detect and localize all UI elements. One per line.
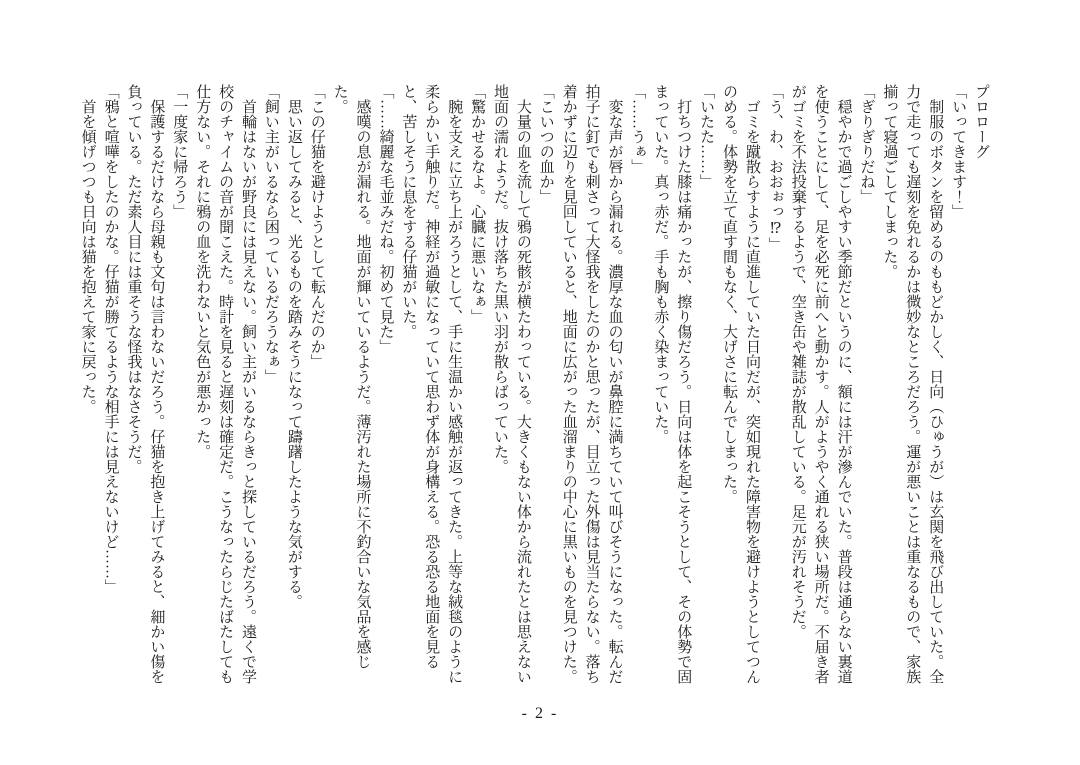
dialogue-line: 「ぎりぎりだね」 [858,84,875,204]
narrative-paragraph: 腕を支えに立ち上がろうとして、手に生温かい感触が返ってきた。上等な絨毯のように柔らかい手触りだ。神経が過敏になっていて思わず体が身構える。恐る恐る地面を見ると、苦しそうに息をする仔猫がいた。 [400,84,463,684]
dialogue-line: 「……綺麗な毛並みだね。初めて見た」 [377,84,394,354]
narrative-paragraph: 首を傾げつつも日向は猫を抱えて家に戻った。 [79,99,96,414]
dialogue-line: 「この仔猫を避けようとして転んだのか」 [308,84,325,369]
narrative-paragraph: 首輪はないが野良には見えない。飼い主がいるならきっと探しているだろう。遠くで学校のチャイムの音が聞こえた。時計を見ると遅刻は確定だ。こうなったらじたばたしても仕方ない。それに鴉の血を洗わないと気色が悪かった。 [194,84,256,684]
dialogue-line: 「こいつの血か」 [537,84,554,204]
narrative-paragraph: ゴミを蹴散らすように直進していた日向だが、突如現れた障害物を避けようとしてつんのめる。体勢を立て直す間もなく、大げさに転んでしまった。 [721,84,760,684]
dialogue-line: 「いたた……」 [698,84,715,189]
narrative-paragraph: 感嘆の息が漏れる。地面が輝いているようだ。薄汚れた場所に不釣合いな気品を感じた。 [331,84,371,669]
dialogue-line: 「鴉と喧嘩をしたのかな。仔猫が勝てるような相手には見えないけど……」 [102,84,119,594]
narrative-paragraph: 打ちつけた膝は痛かったが、擦り傷だろう。日向は体を起こそうとして、その体勢で固まっていた。真っ赤だ。手も胸も赤く染まっていた。 [652,84,692,684]
dialogue-line: 「いってきます！」 [950,84,967,219]
chapter-title: プロローグ [973,84,989,159]
narrative-paragraph: 制服のボタンを留めるのももどかしく、日向（ひゅうが）は玄関を飛び出していた。全力で走っても遅刻を免れるかは微妙なところだろう。運が悪いことは重なるもので、家族揃って寝過ごしてしまった。 [881,84,944,684]
dialogue-line: 「一度家に帰ろう」 [171,84,188,219]
narrative-paragraph: 保護するだけなら母親も文句は言わないだろう。仔猫を抱き上げてみると、細かい傷を負っている。ただ素人目には重そうな怪我はなさそうだ。 [125,84,165,684]
vertical-text-block [76,84,992,697]
page-number: - 2 - [521,705,559,722]
narrative-paragraph: 変な声が唇から漏れる。濃厚な血の匂いが鼻腔に満ちていて叫びそうになった。転んだ拍子に釘でも刺さって大怪我をしたのかと思ったが、目立った外傷は見当たらない。落ち着かずに辺りを見回していると、地面に広がった血溜まりの中心に黒いものを見つけた。 [560,84,623,684]
narrative-paragraph: 思い返してみると、光るものを踏みそうになって躊躇したような気がする。 [285,99,302,609]
narrative-paragraph: 大量の血を流して鴉の死骸が横たわっている。大きくもない体から流れたとは思えない地面の濡れようだ。抜け落ちた黒い羽が散らばっていた。 [491,84,531,684]
dialogue-line: 「う、わ、おおぉっ⁉」 [766,84,783,252]
dialogue-line: 「……うぁ」 [629,84,646,174]
narrative-paragraph: 穏やかで過ごしやすい季節だというのに、額には汗が滲んでいた。普段は通らない裏道を使うことにして、足を必死に前へと動かす。人がようやく通れる狭い場所だ。不届き者がゴミを不法投棄するようで、空き缶や雑誌が散乱している。足元が汚れそうだ。 [789,84,852,684]
dialogue-line: 「飼い主がいるなら困っているだろうなぁ」 [262,84,279,384]
dialogue-line: 「驚かせるなよ。心臓に悪いなぁ」 [469,84,486,324]
